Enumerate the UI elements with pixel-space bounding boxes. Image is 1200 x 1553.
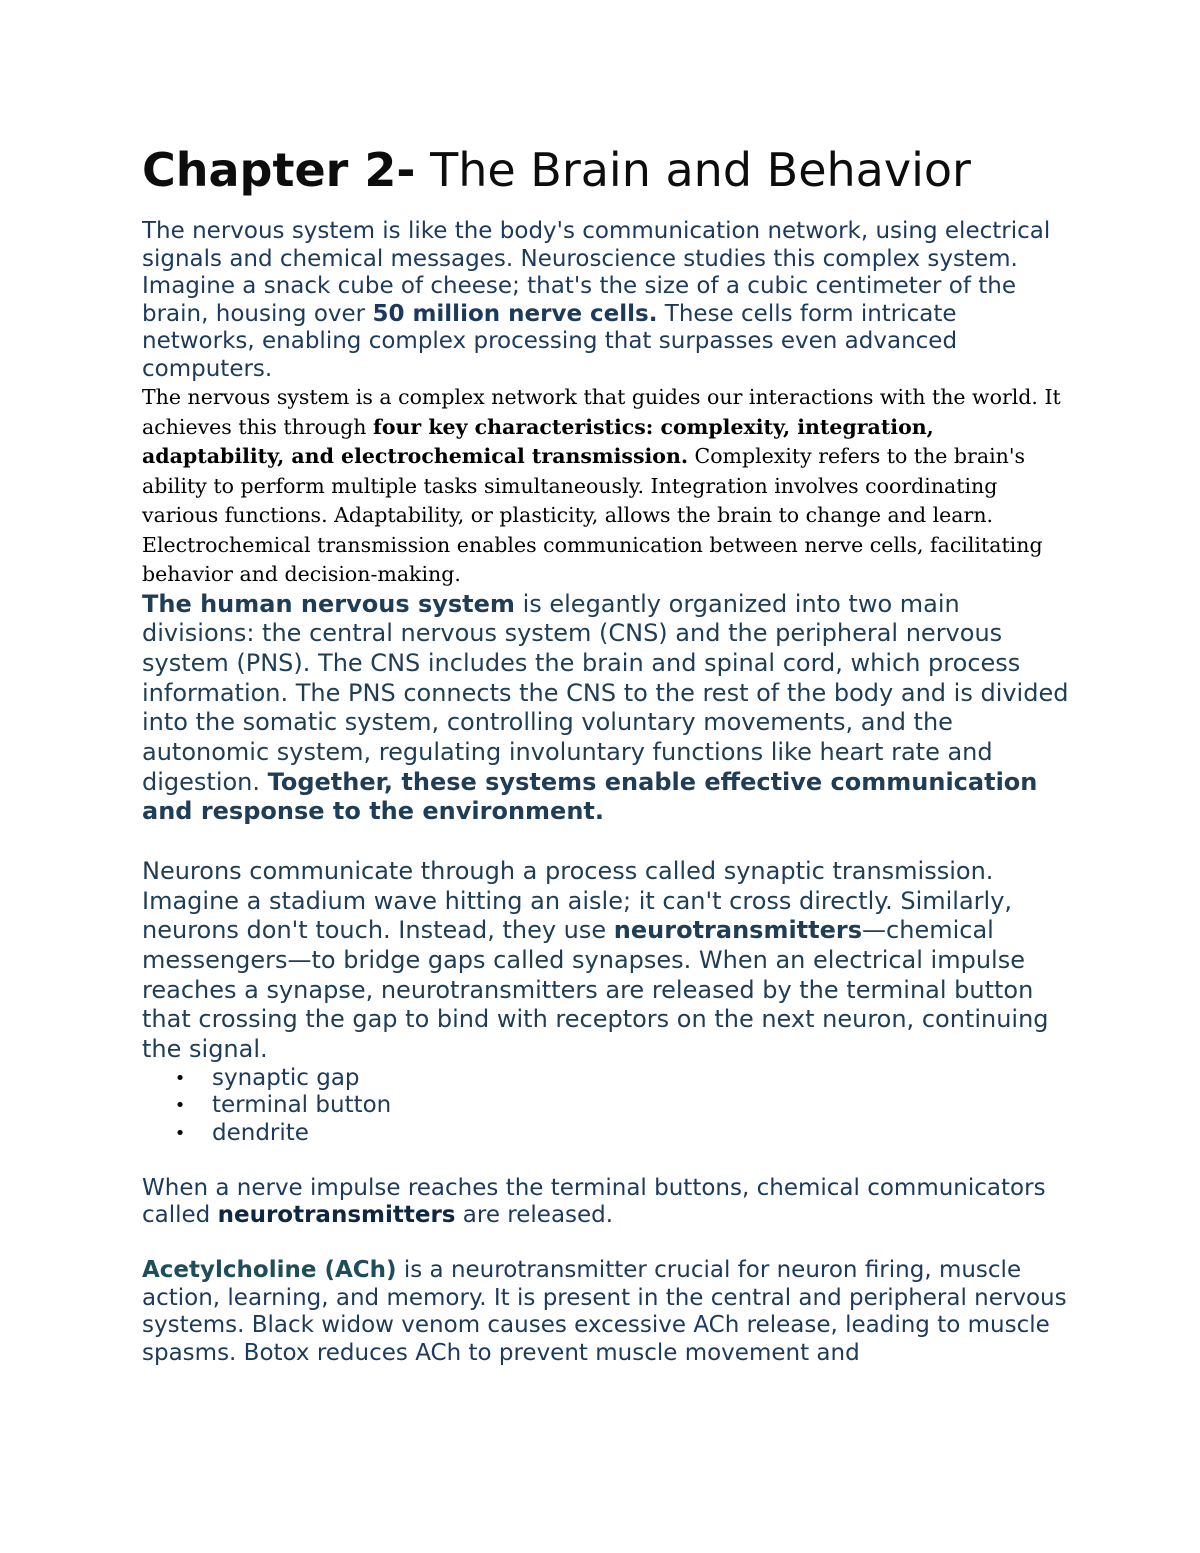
- text-run: The nervous system is a complex network that guides our interactions with the world. It achieves this through: [142, 385, 1061, 439]
- bullet-glyph: •: [174, 1122, 186, 1144]
- bold-run: four key characteristics: complexity, integration, adaptability, and electrochemical transmission.: [142, 414, 934, 468]
- paragraph-nervous-system-intro: [142, 218, 1072, 383]
- chapter-title: [142, 140, 1072, 200]
- list-item: [170, 1065, 1072, 1093]
- bold-run: Acetylcholine (ACh): [142, 1257, 397, 1284]
- blank-line: [142, 1230, 1072, 1258]
- text-run: is elegantly organized into two main divisions: the central nervous system (CNS) and the peripheral nervous system (PNS). The CNS includes the brain and spinal cord, which process information. The PNS connects the CNS to the rest of the body and is divided into the somatic system, controlling voluntary movements, and the autonomic system, regulating involuntary functions like heart rate and digestion.: [142, 589, 1069, 796]
- text-run: Complexity refers to the brain's ability to perform multiple tasks simultaneously. Integration involves coordinating various functions. Adaptability, or plasticity, allows the brain to change and learn. Electrochemical transmission enables communication between nerve cells, facilitating behavior and decision-making.: [142, 444, 1043, 586]
- bold-run: The human nervous system: [142, 589, 515, 618]
- bold-run: neurotransmitters: [217, 1202, 456, 1229]
- chapter-name: The Brain and Behavior: [415, 143, 971, 197]
- bullet-list: [142, 1065, 1072, 1148]
- bold-run: neurotransmitters: [613, 916, 863, 945]
- blank-line: [142, 1147, 1072, 1175]
- list-item: [170, 1120, 1072, 1148]
- bold-run: 50 million nerve cells.: [372, 300, 658, 327]
- list-item-text: synaptic gap: [212, 1064, 360, 1091]
- paragraph-nervous-system-divisions: [142, 590, 1072, 828]
- text-run: When a nerve impulse reaches the terminal buttons, chemical communicators called: [142, 1174, 1046, 1229]
- list-item: [170, 1092, 1072, 1120]
- chapter-number: Chapter 2-: [142, 143, 416, 197]
- blank-line: [142, 827, 1072, 857]
- bullet-glyph: •: [174, 1095, 186, 1117]
- text-run: —chemical messengers—to bridge gaps called synapses. When an electrical impulse reaches a synapse, neurotransmitters are released by the terminal button that crossing the gap to bind with receptors on the next neuron, continuing the signal.: [142, 916, 1049, 1064]
- paragraph-key-characteristics: [142, 383, 1072, 590]
- paragraph-acetylcholine: [142, 1257, 1072, 1367]
- bullet-glyph: •: [174, 1067, 186, 1089]
- text-run: is a neurotransmitter crucial for neuron firing, muscle action, learning, and memory. It is present in the central and peripheral nervous systems. Black widow venom causes excessive ACh release, leading to muscle spasms. Botox reduces ACh to prevent muscle movement and: [142, 1257, 1067, 1366]
- bold-run: Together, these systems enable effective communication and response to the environment.: [142, 767, 1038, 826]
- paragraph-synaptic-transmission: [142, 857, 1072, 1065]
- list-item-text: terminal button: [212, 1092, 392, 1119]
- paragraph-nerve-impulse: [142, 1175, 1072, 1230]
- list-item-text: dendrite: [212, 1119, 309, 1146]
- text-run: Neurons communicate through a process called synaptic transmission. Imagine a stadium wave hitting an aisle; it can't cross directly. Similarly, neurons don't touch. Instead, they use: [142, 856, 1013, 945]
- text-run: The nervous system is like the body's communication network, using electrical signals and chemical messages. Neuroscience studies this complex system. Imagine a snack cube of cheese; that's the size of a cubic centimeter of the brain, housing over: [142, 218, 1051, 327]
- text-run: These cells form intricate networks, enabling complex processing that surpasses even advanced computers.: [142, 300, 958, 382]
- text-run: are released.: [455, 1202, 614, 1229]
- document-body: [142, 140, 1072, 1367]
